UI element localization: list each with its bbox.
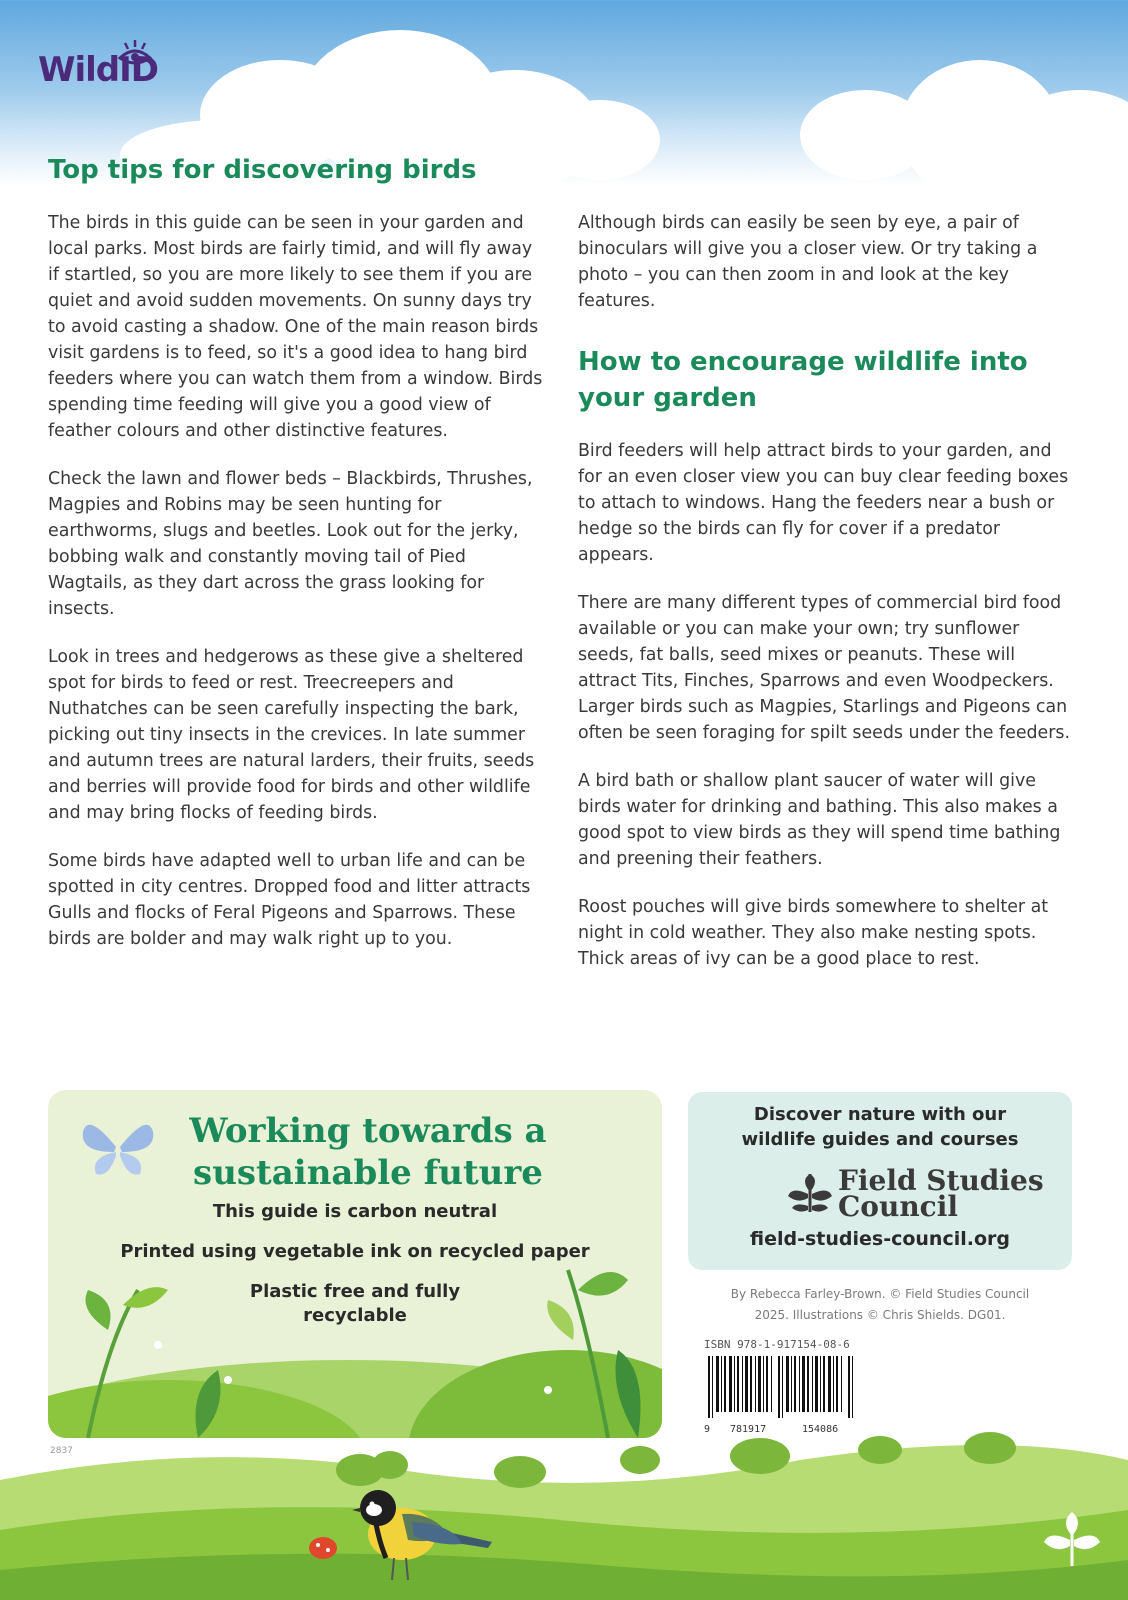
tips-paragraph: Look in trees and hedgerows as these give a sheltered spot for birds to feed or rest. Treecreepers and Nuthatches can be seen carefully inspecting the bark, picking out tiny insects in the crevices. In late summer and autumn trees are natural larders, their fruits, seeds and berries will provide food for birds and other wildlife and may bring flocks of feeding birds.: [48, 647, 535, 823]
fsc-name-line: Council: [838, 1190, 958, 1223]
fsc-url-link[interactable]: field-studies-council.org: [750, 1228, 1010, 1250]
fsc-tagline: Discover nature with our: [753, 1104, 1007, 1125]
logo-text: WildID: [38, 50, 159, 90]
landscape-illustration: [0, 1420, 1128, 1600]
fsc-box: [688, 1092, 1072, 1270]
credits: [700, 1284, 1060, 1326]
section-heading: How to encourage wildlife into your garden: [578, 347, 1028, 413]
isbn-text: ISBN 978-1-917154-08-6: [704, 1338, 850, 1351]
sustainable-box: [48, 1090, 662, 1438]
tips-paragraph: Some birds have adapted well to urban life and can be spotted in city centres. Dropped food and litter attracts Gulls and flocks of Feral Pigeons and Sparrows. These birds are bolder and may walk right up to you.: [48, 851, 531, 949]
barcode-digit: 9: [704, 1424, 711, 1435]
binoculars-paragraph: Although birds can easily be seen by eye, a pair of binoculars will give you a closer view. Or try taking a photo – you can then zoom in and look at the key features.: [578, 213, 1038, 311]
leaf-corner-icon: [1040, 1500, 1104, 1570]
fsc-tagline: wildlife guides and courses: [741, 1129, 1019, 1150]
left-column: [48, 210, 548, 974]
fsc-leaf-icon: [786, 1164, 834, 1214]
garden-paragraph: Bird feeders will help attract birds to your garden, and for an even closer view you can buy clear feeding boxes to attach to windows. Hang the feeders near a bush or hedge so the birds can fly for cover if a predator appears.: [578, 441, 1069, 565]
sustainable-title-line: sustainable future: [193, 1153, 543, 1193]
barcode: [704, 1356, 864, 1418]
sustainable-title: [128, 1110, 608, 1194]
sustainable-title-line: Working towards a: [189, 1111, 547, 1151]
garden-paragraph: Roost pouches will give birds somewhere to shelter at night in cold weather. They also make nesting spots. Thick areas of ivy can be a good place to rest.: [578, 897, 1049, 969]
right-column: [578, 210, 1078, 994]
plastic-free-text: Plastic free and fully: [249, 1281, 461, 1302]
ladybird-icon: [306, 1532, 340, 1562]
great-tit-bird: [352, 1484, 502, 1584]
barcode-digit: 154086: [802, 1424, 839, 1435]
wildid-logo: [38, 38, 178, 98]
garden-paragraph: There are many different types of commercial bird food available or you can make your own; try sunflower seeds, fat balls, seed mixes or peanuts. These will attract Tits, Finches, Sparrows and even Woodpeckers. Larger birds such as Magpies, Starlings and Pigeons can often be seen foraging for spilt seeds under the feeders.: [578, 593, 1070, 743]
barcode-digit: 781917: [730, 1424, 767, 1435]
credits-line: 2025. Illustrations © Chris Shields. DG01.: [754, 1308, 1006, 1322]
print-code: 2837: [50, 1446, 73, 1456]
fsc-name-line: Field Studies: [838, 1164, 1044, 1197]
credits-line: By Rebecca Farley-Brown. © Field Studies Council: [730, 1287, 1030, 1301]
left-heading-wrap: [48, 152, 548, 188]
garden-paragraph: A bird bath or shallow plant saucer of water will give birds water for drinking and bathing. This also makes a good spot to view birds as they will spend time bathing and preening their feathers.: [578, 771, 1061, 869]
carbon-neutral-text: This guide is carbon neutral: [212, 1201, 498, 1222]
tips-paragraph: The birds in this guide can be seen in your garden and local parks. Most birds are fairly timid, and will fly away if startled, so you are more likely to see them if you are quiet and avoid sudden movements. On sunny days try to avoid casting a shadow. One of the main reason birds visit gardens is to feed, so it's a good idea to hang bird feeders where you can watch them from a window. Birds spending time feeding will give you a good view of feather colours and other distinctive features.: [48, 213, 543, 441]
recyclable-text: recyclable: [303, 1305, 407, 1326]
tips-paragraph: Check the lawn and flower beds – Blackbirds, Thrushes, Magpies and Robins may be seen hunting for earthworms, slugs and beetles. Look out for the jerky, bobbing walk and constantly moving tail of Pied Wagtails, as they dart across the grass looking for insects.: [48, 469, 533, 619]
vegetable-ink-text: Printed using vegetable ink on recycled paper: [120, 1241, 590, 1262]
page-title: Top tips for discovering birds: [48, 155, 477, 185]
fsc-name: [838, 1164, 1044, 1223]
